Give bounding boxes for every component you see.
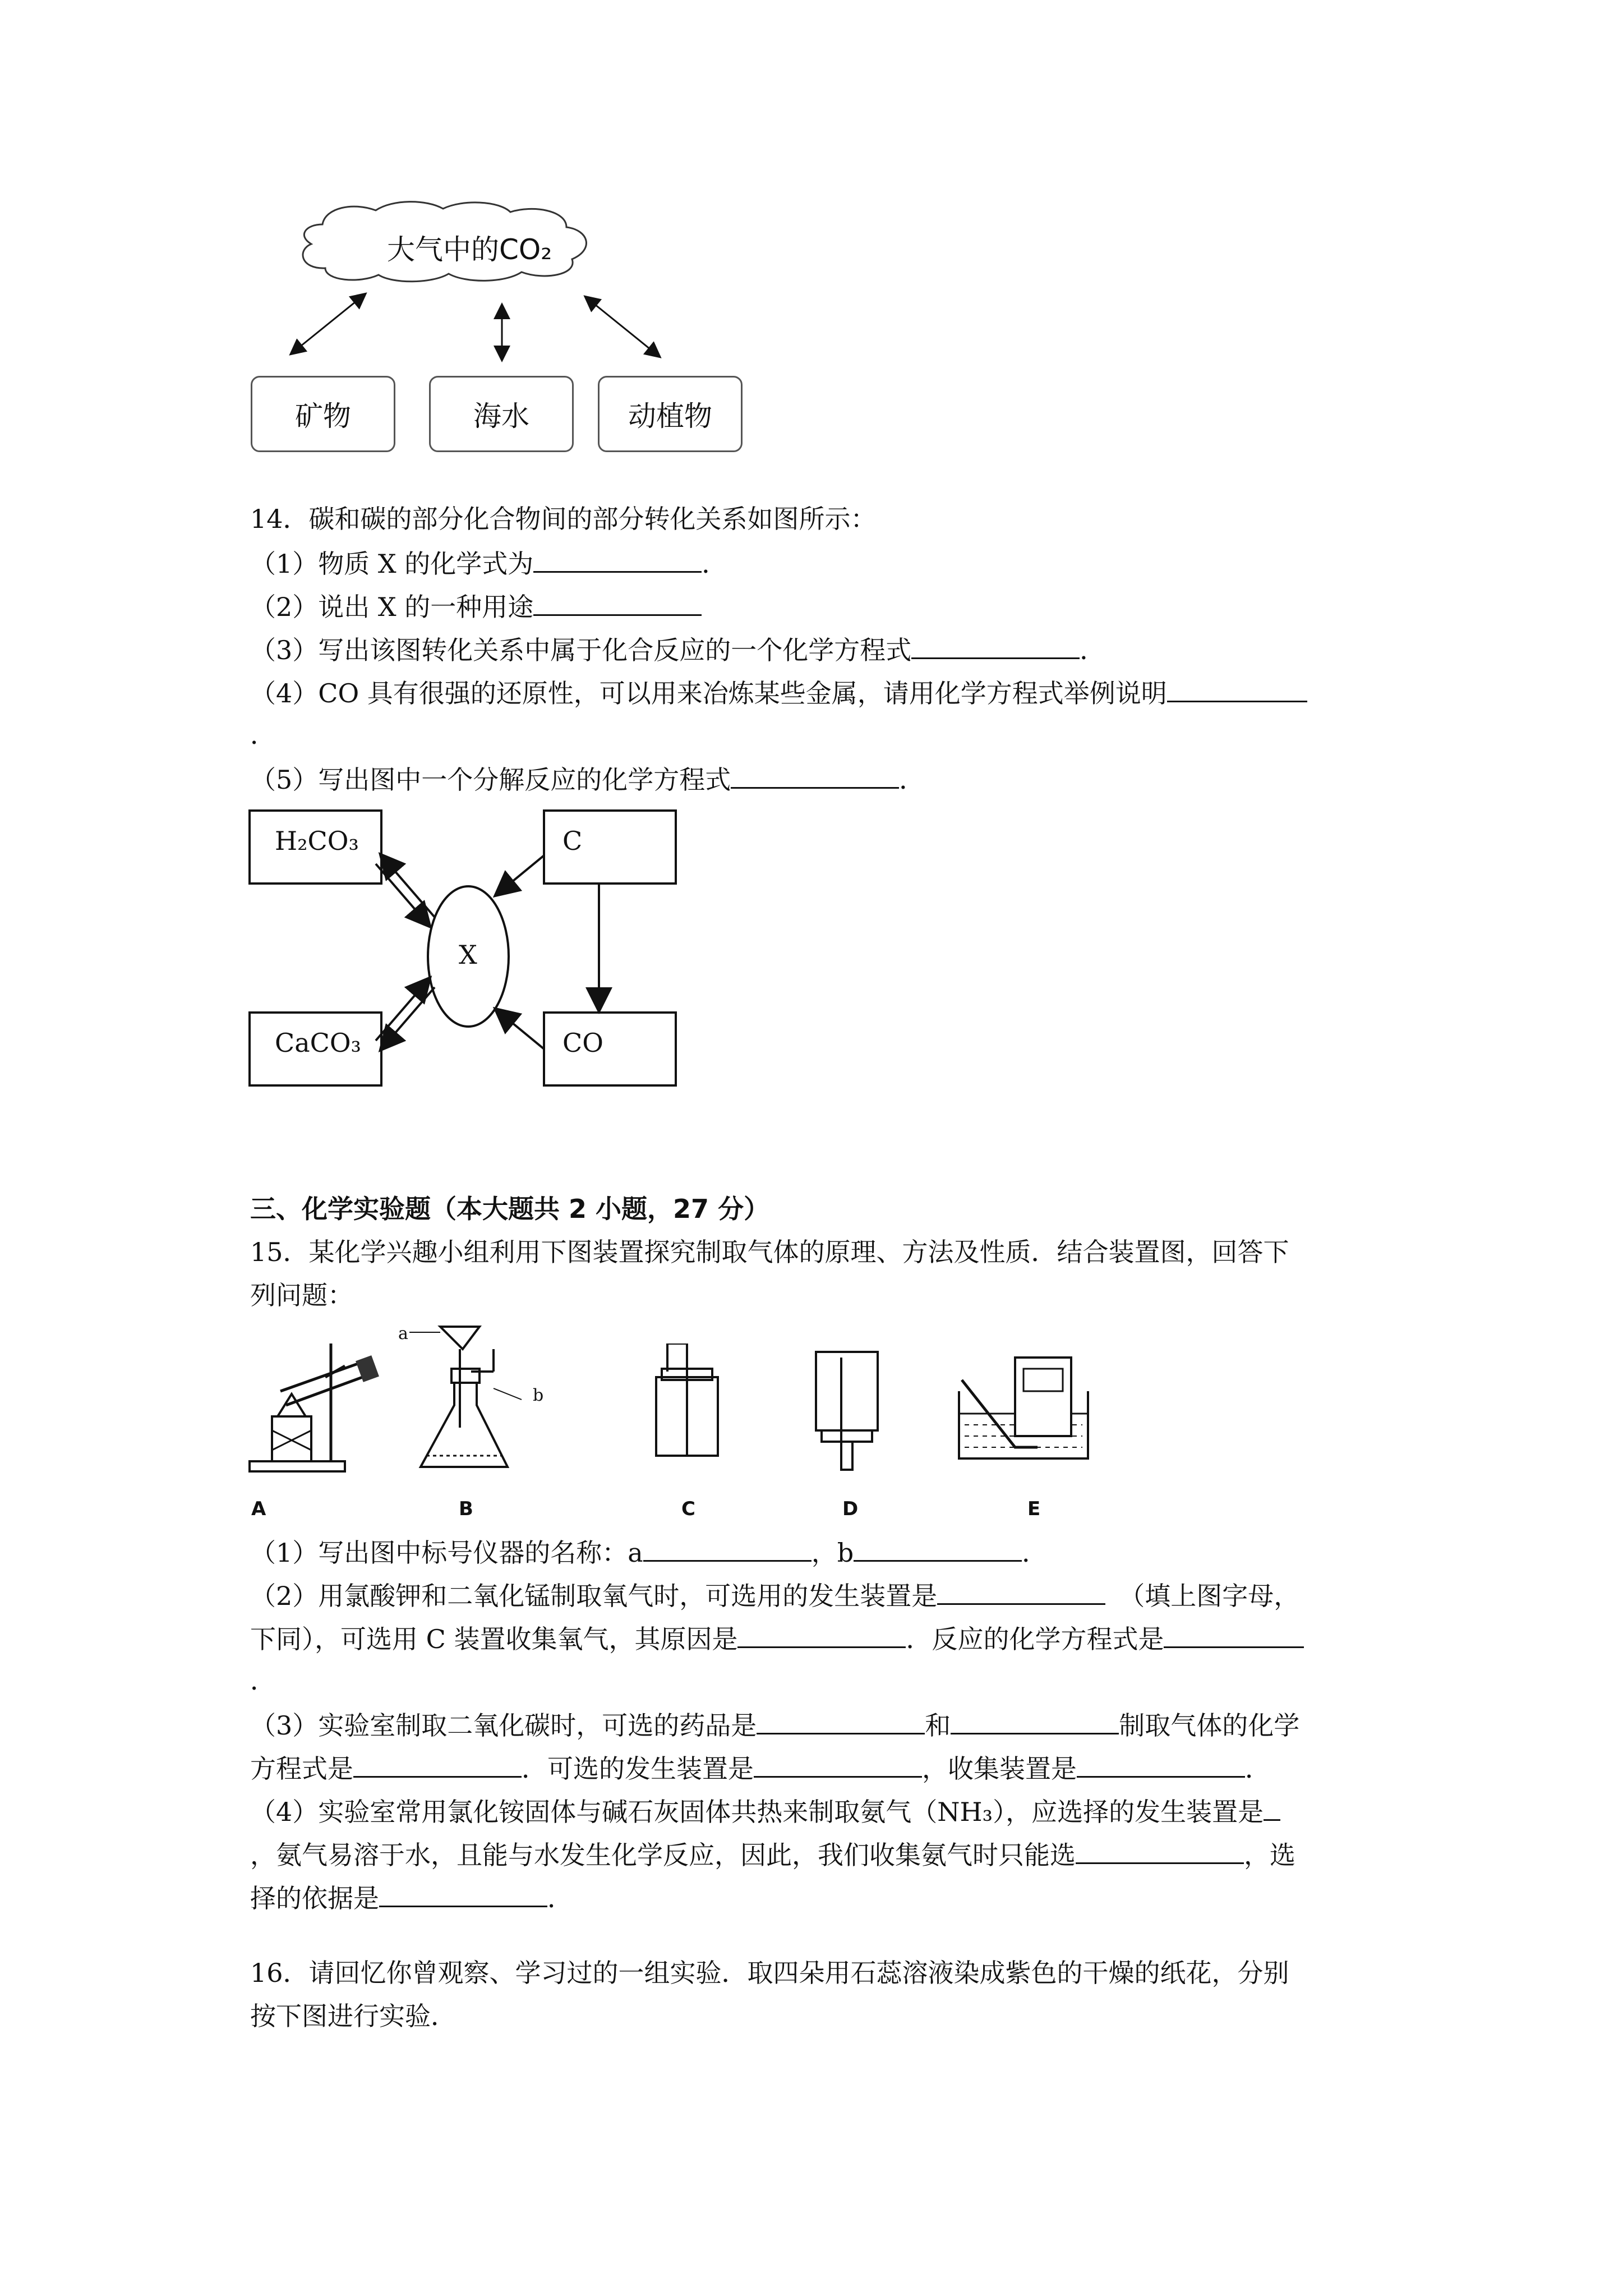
- apparatus-label-b: B: [459, 1498, 473, 1520]
- apparatus-label-e: E: [1027, 1498, 1041, 1520]
- arrow-h2co3-x-a: [381, 855, 435, 917]
- section-3-title: 三、化学实验题（本大题共 2 小题，27 分）: [250, 1194, 770, 1224]
- q14-part1: （1）物质 X 的化学式为 ．: [250, 545, 727, 581]
- q15-part2-line2: 下同），可选用 C 装置收集氧气，其原因是 ．反应的化学方程式是: [250, 1621, 1304, 1656]
- answer-blank[interactable]: [353, 1750, 522, 1778]
- answer-blank[interactable]: [1077, 1750, 1245, 1778]
- q15-part4-line1: （4）实验室常用氯化铵固体与碱石灰固体共热来制取氨气（NH₃），应选择的发生装置是: [250, 1793, 1280, 1829]
- q14-stem: 14．碳和碳的部分化合物间的部分转化关系如图所示：: [250, 504, 877, 534]
- q15-stem-line2: 列问题：: [250, 1280, 353, 1310]
- q16-line1: 16．请回忆你曾观察、学习过的一组实验．取四朵用石蕊溶液染成紫色的干燥的纸花，分别: [250, 1958, 1289, 1988]
- answer-blank[interactable]: [1264, 1793, 1280, 1821]
- label-x: X: [459, 940, 477, 970]
- label-c: C: [562, 826, 583, 856]
- q15-part2-end: ．: [250, 1665, 276, 1696]
- q15-stem-line1: 15．某化学兴趣小组利用下图装置探究制取气体的原理、方法及性质．结合装置图，回答下: [250, 1237, 1289, 1267]
- apparatus-a: [247, 1327, 381, 1478]
- mark-a: a: [398, 1324, 408, 1343]
- answer-blank[interactable]: [911, 632, 1080, 659]
- q14-part3: （3）写出该图转化关系中属于化合反应的一个化学方程式 ．: [250, 632, 1105, 667]
- answer-blank[interactable]: [737, 1621, 906, 1648]
- q15-part1: （1）写出图中标号仪器的名称：a ，b ．: [250, 1534, 1048, 1570]
- q14-part4: （4）CO 具有很强的还原性，可以用来冶炼某些金属，请用化学方程式举例说明: [250, 675, 1307, 710]
- answer-blank[interactable]: [951, 1707, 1119, 1734]
- box-seawater-label: 海水: [473, 400, 529, 432]
- q15-part4-line3: 择的依据是 ．: [250, 1880, 573, 1915]
- box-minerals-label: 矿物: [295, 400, 351, 432]
- mark-b: b: [533, 1386, 544, 1405]
- arrow-caco3-x-a: [381, 987, 435, 1049]
- apparatus-c: [645, 1343, 729, 1461]
- apparatus-label-c: C: [681, 1498, 695, 1520]
- label-caco3: CaCO₃: [275, 1028, 361, 1058]
- arrow-h2co3-x-b: [376, 864, 429, 926]
- answer-blank[interactable]: [754, 1750, 922, 1778]
- arrow-c-x: [496, 855, 544, 895]
- arrow-to-organisms: [586, 297, 659, 356]
- box-organisms-label: 动植物: [628, 400, 712, 432]
- answer-blank[interactable]: [1167, 675, 1307, 702]
- answer-blank[interactable]: [854, 1534, 1022, 1562]
- arrow-to-minerals: [292, 295, 365, 353]
- apparatus-label-d: D: [842, 1498, 859, 1520]
- q14-part4-end: ．: [250, 720, 276, 750]
- q14-part5: （5）写出图中一个分解反应的化学方程式 ．: [250, 761, 925, 797]
- box-minerals: [251, 376, 395, 452]
- q15-part3-line1: （3）实验室制取二氧化碳时，可选的药品是 和 制取气体的化学: [250, 1707, 1299, 1742]
- answer-blank[interactable]: [731, 761, 899, 789]
- box-seawater: [429, 376, 574, 452]
- q15-part4-line2: ，氨气易溶于水，且能与水发生化学反应，因此，我们收集氨气时只能选 ，选: [250, 1837, 1295, 1872]
- q16-line2: 按下图进行实验．: [250, 2001, 457, 2031]
- apparatus-d: [805, 1346, 889, 1475]
- q14-part2: （2）说出 X 的一种用途: [250, 588, 702, 624]
- label-h2co3: H₂CO₃: [275, 826, 359, 856]
- answer-blank[interactable]: [379, 1880, 547, 1907]
- arrow-caco3-x-b: [376, 979, 429, 1041]
- answer-blank[interactable]: [1076, 1837, 1244, 1864]
- label-co: CO: [562, 1028, 603, 1058]
- cycle-center-label: 大气中的CO₂: [387, 233, 552, 266]
- apparatus-e: [953, 1346, 1099, 1475]
- answer-blank[interactable]: [643, 1534, 811, 1562]
- arrow-co-x: [496, 1010, 544, 1049]
- answer-blank[interactable]: [937, 1577, 1105, 1605]
- answer-blank[interactable]: [533, 588, 702, 616]
- box-organisms: [598, 376, 743, 452]
- answer-blank[interactable]: [757, 1707, 925, 1734]
- q15-part3-line2: 方程式是 ．可选的发生装置是 ，收集装置是 ．: [250, 1750, 1271, 1786]
- answer-blank[interactable]: [1164, 1621, 1304, 1648]
- answer-blank[interactable]: [533, 545, 702, 573]
- apparatus-label-a: A: [251, 1498, 266, 1520]
- q15-part2-line1: （2）用氯酸钾和二氧化锰制取氧气时，可选用的发生装置是 （填上图字母，: [250, 1577, 1299, 1613]
